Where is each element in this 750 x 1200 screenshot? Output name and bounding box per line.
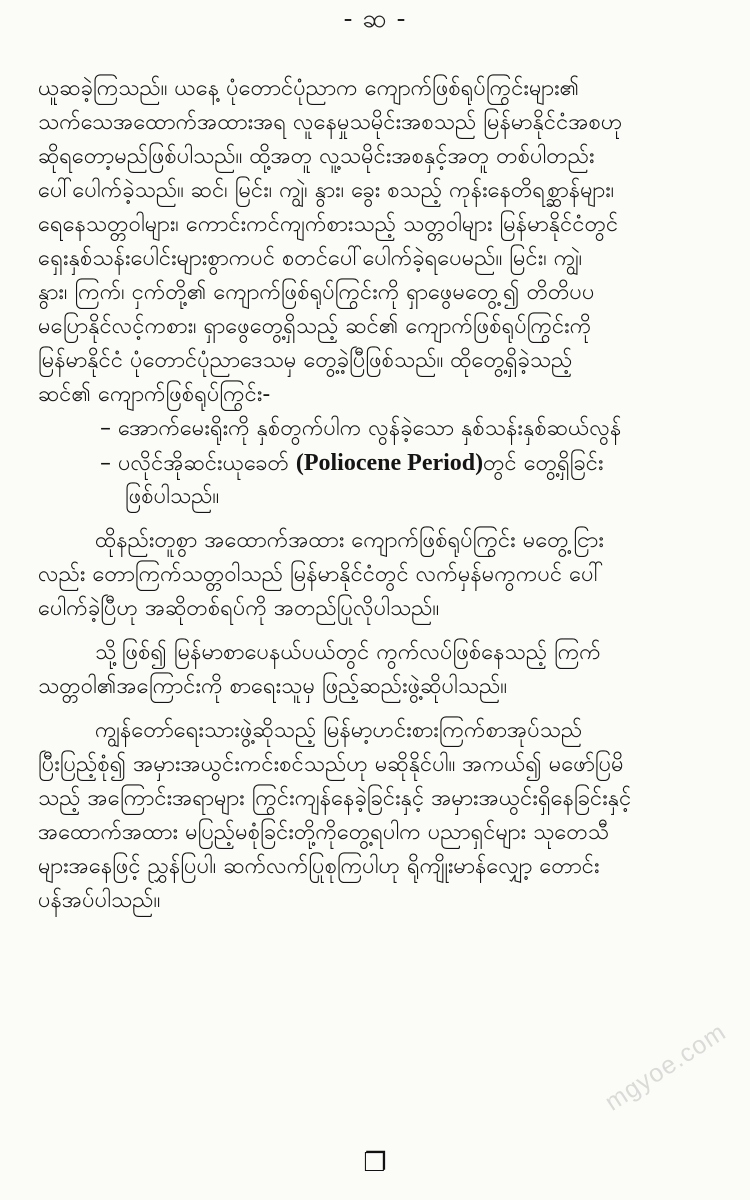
paragraph4-line-1: ကျွန်တော်ရေးသားဖွဲ့ဆိုသည့် မြန်မာ့ဟင်းစားကြက်စာအုပ်သည် <box>95 718 583 743</box>
bullet-item-2-prefix: – ပလိုင်အိုဆင်းယုခေတ် <box>100 451 296 476</box>
paragraph1-line-2: သက်သေအထောက်အထားအရ လူနေမှုသမိုင်းအစသည် မြန်မာနိုင်ငံအစဟု <box>38 110 623 135</box>
paragraph2-line-1: ထိုနည်းတူစွာ အထောက်အထား ကျောက်ဖြစ်ရုပ်ကြွင်း မတွေ့ငြား <box>95 528 604 553</box>
paragraph4-line-2: ပြီးပြည့်စုံ၍ အမှားအယွင်းကင်းစင်သည်ဟု မဆိုနိုင်ပါ။ အကယ်၍ မဖော်ပြမိ <box>38 752 624 777</box>
paragraph1-line-4: ပေါ်ပေါက်ခဲ့သည်။ ဆင်၊ မြင်း၊ ကျွဲ၊ နွား၊ ခွေး စသည့် ကုန်းနေတိရစ္ဆာန်များ၊ <box>38 178 615 203</box>
paragraph1-line-6: ရှေးနှစ်သန်းပေါင်းများစွာကပင် စတင်ပေါ်ပေါက်ခဲ့ရပေမည်။ မြင်း၊ ကျွဲ၊ <box>38 246 583 271</box>
paragraph2-line-2: လည်း တောကြက်သတ္တဝါသည် မြန်မာနိုင်ငံတွင် လက်မှန်မကွကပင် ပေါ် <box>38 562 604 587</box>
paragraph4-line-4: အထောက်အထား မပြည့်မစုံခြင်းတို့ကိုတွေ့ရပါက ပညာရှင်များ သုတေသီ <box>38 820 610 845</box>
poliocene-period-text: (Poliocene Period) <box>295 450 484 476</box>
paragraph3-line-1: သို့ဖြစ်၍ မြန်မာစာပေနယ်ပယ်တွင် ကွက်လပ်ဖြစ်နေသည့် ကြက် <box>95 640 601 665</box>
footer-square-icon: ❐ <box>363 1148 387 1178</box>
bullet-item-2-continuation: ဖြစ်ပါသည်။ <box>125 484 220 509</box>
paragraph1-line-1: ယူဆခဲ့ကြသည်။ ယနေ့ ပုံတောင်ပုံညာက ကျောက်ဖြစ်ရုပ်ကြွင်းများ၏ <box>38 76 580 101</box>
paragraph1-line-8: မပြောနိုင်လင့်ကစား၊ ရှာဖွေတွေ့ရှိသည့် ဆင်၏ ကျောက်ဖြစ်ရုပ်ကြွင်းကို <box>38 314 592 339</box>
paragraph1-line-3: ဆိုရတော့မည်ဖြစ်ပါသည်။ ထို့အတူ လူ့သမိုင်းအစနှင့်အတူ တစ်ပါတည်း <box>38 144 595 169</box>
paragraph4-line-3: သည့် အကြောင်းအရာများ ကြွင်းကျန်နေခဲ့ခြင်းနှင့် အမှားအယွင်းရှိနေခြင်းနှင့် <box>38 786 632 811</box>
paragraph3-line-2: သတ္တဝါ၏အကြောင်းကို စာရေးသူမှ ဖြည့်ဆည်းဖွဲ့ဆိုပါသည်။ <box>38 674 508 699</box>
bullet-item-1: – အောက်မေးရိုးကို နှစ်တွက်ပါက လွန်ခဲ့သော နှစ်သန်းနှစ်ဆယ်လွန် <box>100 416 622 441</box>
paragraph2-line-3: ပေါက်ခဲ့ပြီဟု အဆိုတစ်ရပ်ကို အတည်ပြုလိုပါသည်။ <box>38 596 440 621</box>
paragraph4-line-6: ပန်အပ်ပါသည်။ <box>38 888 161 913</box>
bullet-item-2-suffix: တွင် တွေ့ရှိခြင်း <box>483 451 604 476</box>
paragraph1-line-10: ဆင်၏ ကျောက်ဖြစ်ရုပ်ကြွင်း- <box>38 382 271 407</box>
paragraph4-line-5: များအနေဖြင့် ညွှန်ပြပါ၊ ဆက်လက်ပြုစုကြပါဟု ရိုကျိုးမာန်လျှော့ တောင်း <box>38 854 600 879</box>
paragraph1-line-9: မြန်မာနိုင်ငံ ပုံတောင်ပုံညာဒေသမှ တွေ့ခဲ့ပြီဖြစ်သည်။ ထိုတွေ့ရှိခဲ့သည့် <box>38 348 573 373</box>
page-number: - ဆ - <box>343 4 407 33</box>
bullet-item-2 <box>100 446 720 481</box>
watermark: mgyoe.com <box>600 1017 732 1117</box>
paragraph1-line-7: နွား၊ ကြက်၊ ငှက်တို့၏ ကျောက်ဖြစ်ရုပ်ကြွင်းကို ရှာဖွေမတွေ့၍ တိတိပပ <box>38 280 595 305</box>
paragraph1-line-5: ရေနေသတ္တဝါများ၊ ကောင်းကင်ကျက်စားသည့် သတ္တဝါများ မြန်မာနိုင်ငံတွင် <box>38 212 619 237</box>
